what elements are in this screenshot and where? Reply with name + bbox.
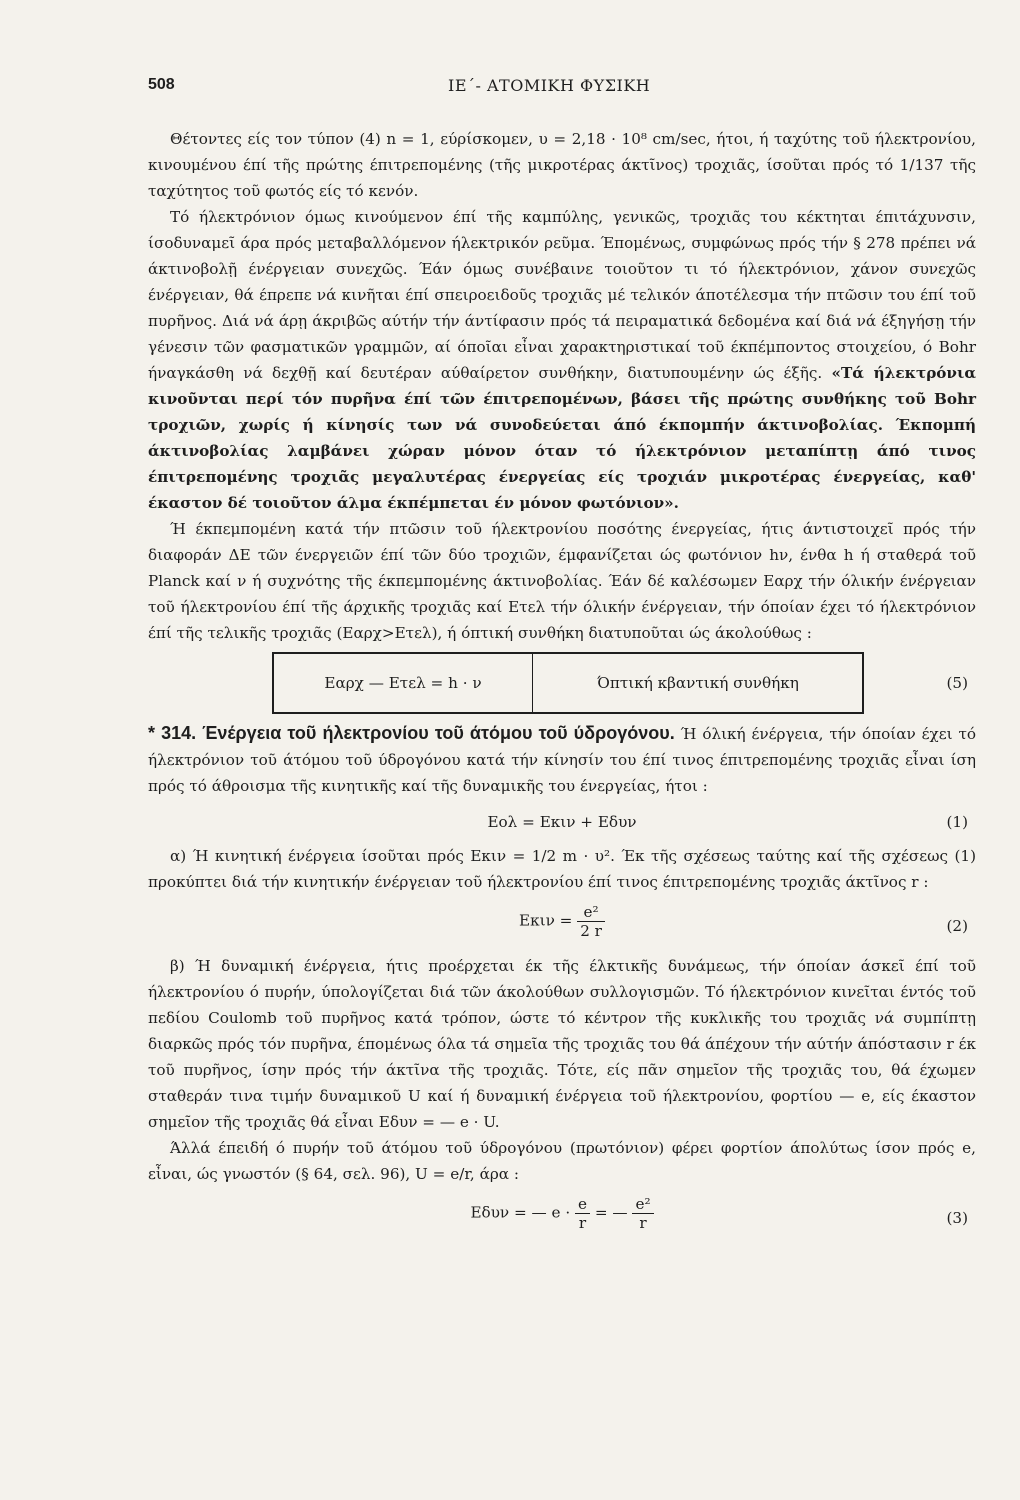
- equation-2: [148, 899, 976, 949]
- equation-number-3: (3): [946, 1209, 968, 1227]
- equation-number-5: (5): [946, 674, 968, 692]
- equation-1-formula: Εολ = Εκιν + Εδυν: [487, 813, 637, 831]
- section-title: Ένέργεια τοῦ ήλεκτρονίου τοῦ άτόμου τοῦ ύδρογόνου.: [202, 723, 675, 743]
- equation-2-fraction: [577, 903, 605, 940]
- optical-condition-formula: Εαρχ — Ετελ = h · ν: [274, 654, 533, 712]
- equation-3: [148, 1191, 976, 1241]
- optical-condition-box-row: [148, 652, 976, 712]
- equation-3-numerator-1: e: [575, 1195, 590, 1214]
- paragraph-1: Θέτοντες είς τον τύπον (4) n = 1, εύρίσκομεν, υ = 2,18 · 10⁸ cm/sec, ήτοι, ή ταχύτης τοῦ ήλεκτρονίου, κινουμένου έπί τῆς πρώτης έπιτρεπομένης (τῆς μικροτέρας άκτῖνος) τροχιᾶς, ίσοῦται πρός τό 1/137 τῆς ταχύτητος τοῦ φωτός είς τό κενόν.: [148, 130, 976, 200]
- equation-2-denominator: 2 r: [580, 922, 602, 940]
- equation-2-formula: [148, 903, 976, 940]
- running-title: ΙΕ΄- ΑΤΟΜΙΚΗ ΦΥΣΙΚΗ: [448, 76, 651, 95]
- section-314: [148, 720, 976, 799]
- paragraph-beta: β) Ή δυναμική ένέργεια, ήτις προέρχεται έκ τῆς έλκτικῆς δυνάμεως, τήν όποίαν άσκεῖ έπί τοῦ ήλεκτρονίου ό πυρήν, ύπολογίζεται διά τῶν άκολούθων συλλογισμῶν. Τό ήλεκτρόνιον κινεῖται έντός τοῦ πεδίου Coulomb τοῦ πυρῆνος κατά τρόπον, ώστε τό κέντρον τῆς κυκλικῆς του τροχιᾶς νά συμπίπτῃ διαρκῶς πρός τόν πυρῆνα, έπομένως όλα τά σημεῖα τῆς τροχιᾶς του θά άπέχουν τήν αύτήν άπόστασιν r έκ τοῦ πυρῆνος, ίσην πρός τήν άκτῖνα τῆς τροχιᾶς. Τότε, είς πᾶν σημεῖον τῆς τροχιᾶς του, θά έχωμεν σταθεράν τινα τιμήν δυναμικοῦ U καί ή δυναμική ένέργεια τοῦ ήλεκτρονίου, φορτίου — e, είς έκαστον σημεῖον τῆς τροχιᾶς θά εἶναι Εδυν = — e · U.: [148, 957, 976, 1131]
- equation-number-2: (2): [946, 917, 968, 935]
- section-number: * 314.: [148, 723, 197, 743]
- paragraph-2-text: Τό ήλεκτρόνιον όμως κινούμενον έπί τῆς καμπύλης, γενικῶς, τροχιᾶς του κέκτηται έπιτάχυνσιν, ίσοδυναμεῖ άρα πρός μεταβαλλόμενον ήλεκτρικόν ρεῦμα. Έπομένως, συμφώνως πρός τήν § 278 πρέπει νά άκτινοβολῇ ένέργειαν συνεχῶς. Έάν όμως συνέβαινε τοιοῦτον τι τό ήλεκτρόνιον, χάνον συνεχῶς ένέργειαν, θά έπρεπε νά κινῆται έπί σπειροειδοῦς τροχιᾶς μέ τελικόν άποτέλεσμα τήν πτῶσιν του έπί τοῦ πυρῆνος. Διά νά άρῃ άκριβῶς αύτήν τήν άντίφασιν πρός τά πειραματικά δεδομένα καί διά νά έξηγήσῃ τήν γένεσιν τῶν φασματικῶν γραμμῶν, αί όποῖαι εἶναι χαρακτηριστικαί τοῦ έκπέμποντος στοιχείου, ό Bohr ήναγκάσθη νά δεχθῇ καί δευτέραν αύθαίρετον συνθήκην, διατυπουμένην ώς έξῆς.: [148, 208, 976, 382]
- equation-3-numerator-2: e²: [632, 1195, 653, 1214]
- paragraph-alpha: α) Ή κινητική ένέργεια ίσοῦται πρός Εκιν = 1/2 m · υ². Έκ τῆς σχέσεως ταύτης καί τῆς σχέσεως (1) προκύπτει διά τήν κινητικήν ένέργειαν τοῦ ήλεκτρονίου έπί τινος έπιτρεπομένης τροχιᾶς άκτῖνος r :: [148, 847, 976, 891]
- equation-3-fraction-1: [575, 1195, 590, 1232]
- equation-3-fraction-2: [632, 1195, 653, 1232]
- section-text: Ή όλική ένέργεια, τήν όποίαν έχει τό ήλεκτρόνιον τοῦ άτόμου τοῦ ύδρογόνου κατά τήν κίνησίν του έπί τινος έπιτρεπομένης τροχιᾶς εἶναι ίση πρός τό άθροισμα τῆς κινητικῆς καί τῆς δυναμικῆς του ένεργείας, ήτοι :: [148, 725, 976, 795]
- page-header: [148, 76, 874, 100]
- optical-condition-box: [272, 652, 864, 714]
- equation-2-numerator: e²: [577, 903, 605, 922]
- page-number: 508: [148, 76, 175, 93]
- paragraph-3: Ή έκπεμπομένη κατά τήν πτῶσιν τοῦ ήλεκτρονίου ποσότης ένεργείας, ήτις άντιστοιχεῖ πρός τήν διαφοράν ΔΕ τῶν ένεργειῶν έπί τῶν δύο τροχιῶν, έμφανίζεται ώς φωτόνιον hν, ένθα h ή σταθερά τοῦ Planck καί ν ή συχνότης τῆς έκπεμπομένης άκτινοβολίας. Έάν δέ καλέσωμεν Εαρχ τήν όλικήν ένέργειαν τοῦ ήλεκτρονίου έπί τῆς άρχικῆς τροχιᾶς καί Ετελ τήν όλικήν ένέργειαν, τήν όποίαν έχει τό ήλεκτρόνιον έπί τῆς τελικῆς τροχιᾶς (Εαρχ>Ετελ), ή όπτική συνθήκη διατυποῦται ώς άκολούθως :: [148, 520, 977, 642]
- equation-3-middle: = —: [594, 1203, 628, 1222]
- bohr-second-postulate: «Τά ήλεκτρόνια κινοῦνται περί τόν πυρῆνα έπί τῶν έπιτρεπομένων, βάσει τῆς πρώτης συνθήκης τοῦ Bohr τροχιῶν, χωρίς ή κίνησίς των νά συνοδεύεται άπό έκπομπήν άκτινοβολίας. Έκπομπή άκτινοβολίας λαμβάνει χώραν μόνον όταν τό ήλεκτρόνιον μεταπίπτῃ άπό τινος έπιτρεπομένης τροχιᾶς μεγαλυτέρας ένεργείας είς τροχιάν μικροτέρας ένεργείας, καθ' έκαστον δέ τοιοῦτον άλμα έκπέμπεται έν μόνον φωτόνιον».: [148, 364, 977, 512]
- body-text: [148, 126, 976, 1245]
- equation-2-lhs: Εκιν =: [519, 911, 573, 930]
- equation-1: [148, 803, 976, 839]
- equation-number-1: (1): [946, 813, 968, 831]
- equation-3-denominator-2: r: [639, 1214, 647, 1232]
- equation-3-formula: [148, 1195, 976, 1232]
- paragraph-last: Άλλά έπειδή ό πυρήν τοῦ άτόμου τοῦ ύδρογόνου (πρωτόνιον) φέρει φορτίον άπολύτως ίσον πρός e, εἶναι, ώς γνωστόν (§ 64, σελ. 96), U = e/r, άρα :: [148, 1139, 976, 1183]
- equation-3-denominator-1: r: [578, 1214, 587, 1232]
- optical-condition-label: Όπτική κβαντική συνθήκη: [597, 674, 799, 692]
- equation-3-lhs: Εδυν = — e ·: [470, 1203, 571, 1222]
- paragraph-2: [148, 204, 976, 516]
